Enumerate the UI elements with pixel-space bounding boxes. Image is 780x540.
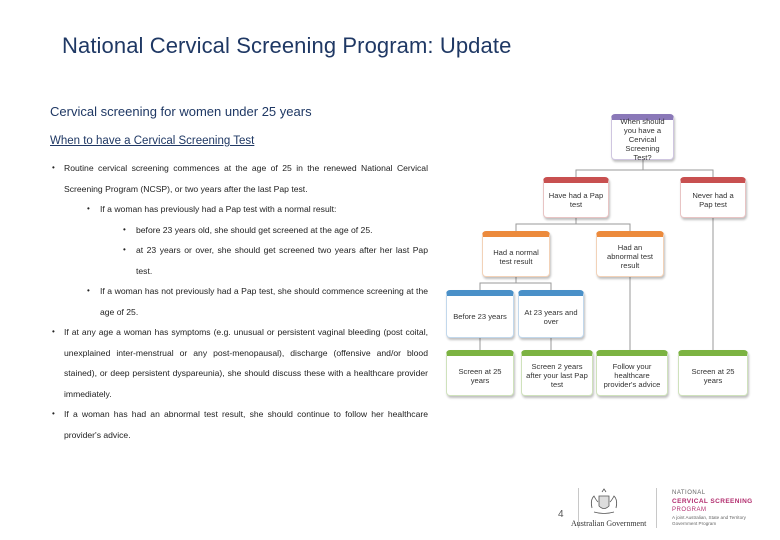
bullet-item: • If at any age a woman has symptoms (e.g. unusual or persistent vaginal bleeding (post coital, unexplained inter-menstrual or any post-menopausal), discharge (offensive and/or blood stained), or deep persistent dyspareunia), she should discuss these with a healthcare provider immediately.	[50, 322, 428, 404]
flow-node-screen-25-a: Screen at 25 years	[446, 350, 514, 396]
bullet-item: • If a woman has not previously had a Pap test, she should commence screening at the age of 25.	[50, 281, 428, 322]
flow-node-screen-2-years: Screen 2 years after your last Pap test	[521, 350, 593, 396]
flow-node-before-23: Before 23 years	[446, 290, 514, 338]
flow-node-over-23: At 23 years and over	[518, 290, 584, 338]
page-title: National Cervical Screening Program: Update	[62, 33, 512, 58]
bullet-item: • Routine cervical screening commences at the age of 25 in the renewed National Cervical Screening Program (NCSP), or two years after the last Pap test.	[50, 158, 428, 199]
ncsp-logo-line2: CERVICAL SCREENING	[672, 498, 753, 505]
flow-node-abnormal: Had an abnormal test result	[596, 231, 664, 277]
section-heading: When to have a Cervical Screening Test	[50, 135, 255, 147]
bullet-item: • If a woman has had an abnormal test result, she should continue to follow her healthcare provider's advice.	[50, 404, 428, 445]
flow-node-normal: Had a normal test result	[482, 231, 550, 277]
bullet-item: • before 23 years old, she should get screened at the age of 25.	[50, 220, 428, 241]
flow-node-never-pap: Never had a Pap test	[680, 177, 746, 218]
flow-node-had-pap: Have had a Pap test	[543, 177, 609, 218]
ncsp-logo-line1: NATIONAL	[672, 490, 706, 496]
australian-government-label: Australian Government	[571, 519, 647, 528]
bullet-item: • If a woman has previously had a Pap test with a normal result:	[50, 199, 428, 220]
page-subtitle: Cervical screening for women under 25 years	[50, 104, 312, 119]
page-number: 4	[558, 509, 564, 520]
flow-node-screen-25-b: Screen at 25 years	[678, 350, 748, 396]
ncsp-logo-line3: PROGRAM	[672, 507, 707, 513]
bullet-item: • at 23 years or over, she should get screened two years after her last Pap test.	[50, 240, 428, 281]
footer-divider	[656, 488, 657, 528]
ncsp-logo-tagline: A joint Australian, State and Territory Government Program	[672, 515, 746, 526]
flow-node-root: When should you have a Cervical Screening Test?	[611, 114, 674, 160]
coat-of-arms-icon	[586, 488, 622, 518]
flow-node-follow-advice: Follow your healthcare provider's advice	[596, 350, 668, 396]
